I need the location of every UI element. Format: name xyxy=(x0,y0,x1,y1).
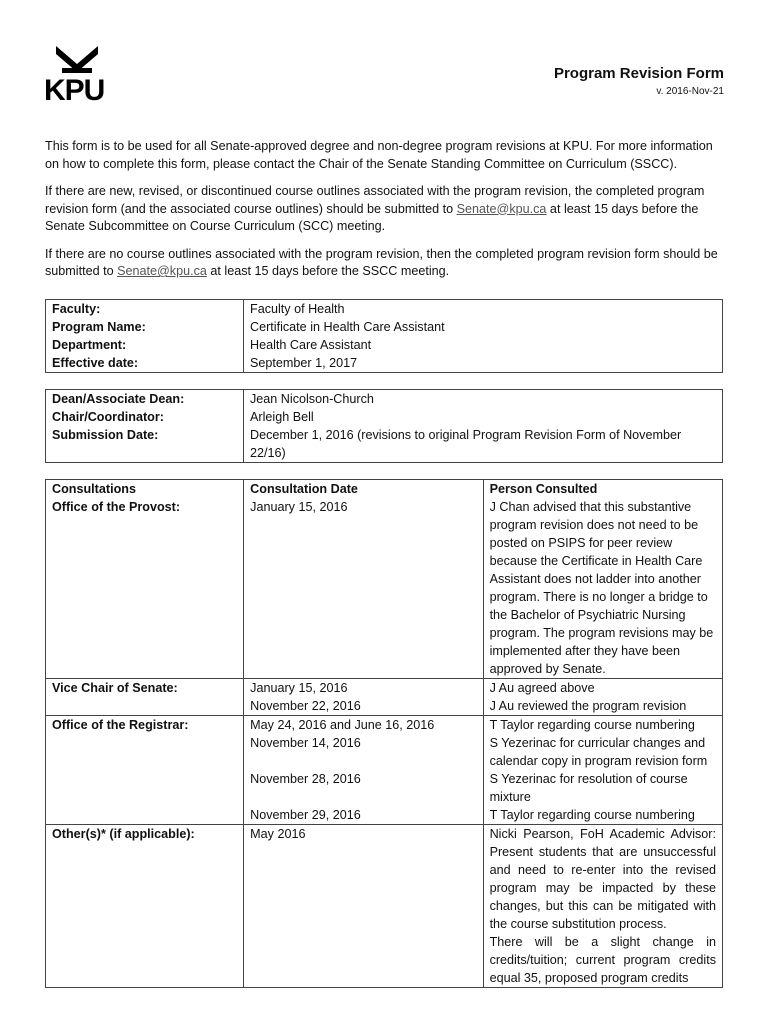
faculty-label: Faculty: xyxy=(46,300,244,319)
vice-chair-dates: January 15, 2016 November 22, 2016 xyxy=(244,679,483,716)
department-label: Department: xyxy=(46,336,244,354)
consultations-table xyxy=(45,479,723,988)
table-row xyxy=(46,498,723,679)
intro-paragraph-3: If there are no course outlines associated with the program revision, then the completed program revision form should be submitted to Senate@kpu.ca at least 15 days before the SSCC meeting. xyxy=(45,246,718,278)
table-row xyxy=(46,300,723,319)
senate-email-link-2[interactable]: Senate@kpu.ca xyxy=(117,264,207,278)
registrar-dates: May 24, 2016 and June 16, 2016 November 14, 2016 November 28, 2016 November 29, 2016 xyxy=(244,716,483,825)
intro-text xyxy=(45,138,725,291)
vice-chair-persons: J Au agreed above J Au reviewed the program revision xyxy=(483,679,722,716)
department-value: Health Care Assistant xyxy=(244,336,723,354)
vice-chair-label: Vice Chair of Senate: xyxy=(46,679,244,716)
submission-info-table xyxy=(45,389,723,463)
dean-value: Jean Nicolson-Church xyxy=(244,390,723,409)
table-row xyxy=(46,336,723,354)
table-row xyxy=(46,390,723,409)
table-row xyxy=(46,825,723,988)
logo-wordmark: KPU xyxy=(44,74,105,107)
form-version: v. 2016-Nov-21 xyxy=(656,86,724,97)
table-row xyxy=(46,318,723,336)
person-consulted-header: Person Consulted xyxy=(483,480,722,499)
table-row xyxy=(46,679,723,716)
provost-label: Office of the Provost: xyxy=(46,498,244,679)
registrar-label: Office of the Registrar: xyxy=(46,716,244,825)
chair-value: Arleigh Bell xyxy=(244,408,723,426)
intro-paragraph-2: If there are new, revised, or discontinued course outlines associated with the program revision, the completed program revision form (and the associated course outlines) should be submitted to Senate@kpu.ca at least 15 days before the Senate Subcommittee on Course Curriculum (SCC) meeting. xyxy=(45,184,705,233)
consultations-header: Consultations xyxy=(46,480,244,499)
others-label: Other(s)* (if applicable): xyxy=(46,825,244,988)
faculty-value: Faculty of Health xyxy=(244,300,723,319)
kpu-logo xyxy=(44,44,110,110)
chair-label: Chair/Coordinator: xyxy=(46,408,244,426)
effective-date-value: September 1, 2017 xyxy=(244,354,723,373)
table-row xyxy=(46,426,723,463)
program-info-table xyxy=(45,299,723,373)
program-name-label: Program Name: xyxy=(46,318,244,336)
provost-person: J Chan advised that this substantive program revision does not need to be posted on PSIPS for peer review because the Certificate in Health Care Assistant does not ladder into another program. There is no longer a bridge to the Bachelor of Psychiatric Nursing program. The program revisions may be implemented after they have been approved by Senate. xyxy=(483,498,722,679)
program-name-value: Certificate in Health Care Assistant xyxy=(244,318,723,336)
others-date: May 2016 xyxy=(244,825,483,988)
consultation-date-header: Consultation Date xyxy=(244,480,483,499)
senate-email-link[interactable]: Senate@kpu.ca xyxy=(456,201,547,216)
table-row xyxy=(46,408,723,426)
intro-paragraph-1: This form is to be used for all Senate-approved degree and non-degree program revisions at KPU. For more information on how to complete this form, please contact the Chair of the Senate Standing Committee on Curriculum (SSCC). xyxy=(45,139,713,171)
table-header-row xyxy=(46,480,723,499)
dean-label: Dean/Associate Dean: xyxy=(46,390,244,409)
effective-date-label: Effective date: xyxy=(46,354,244,373)
others-person: Nicki Pearson, FoH Academic Advisor: Present students that are unsuccessful and need to re-enter into the revised program may be impacted by these changes, but this can be mitigated with the course substitution process. There will be a slight change in credits/tuition; current program credits equal 35, proposed program credits xyxy=(483,825,722,988)
provost-date: January 15, 2016 xyxy=(244,498,483,679)
page-title: Program Revision Form xyxy=(553,65,724,82)
table-row xyxy=(46,716,723,825)
submission-date-label: Submission Date: xyxy=(46,426,244,463)
registrar-persons: T Taylor regarding course numbering S Yezerinac for curricular changes and calendar copy in program revision form S Yezerinac for resolution of course mixture T Taylor regarding course numbering xyxy=(483,716,722,825)
submission-date-value: December 1, 2016 (revisions to original Program Revision Form of November 22/16) xyxy=(244,426,723,463)
form-header xyxy=(554,64,724,97)
table-row xyxy=(46,354,723,373)
